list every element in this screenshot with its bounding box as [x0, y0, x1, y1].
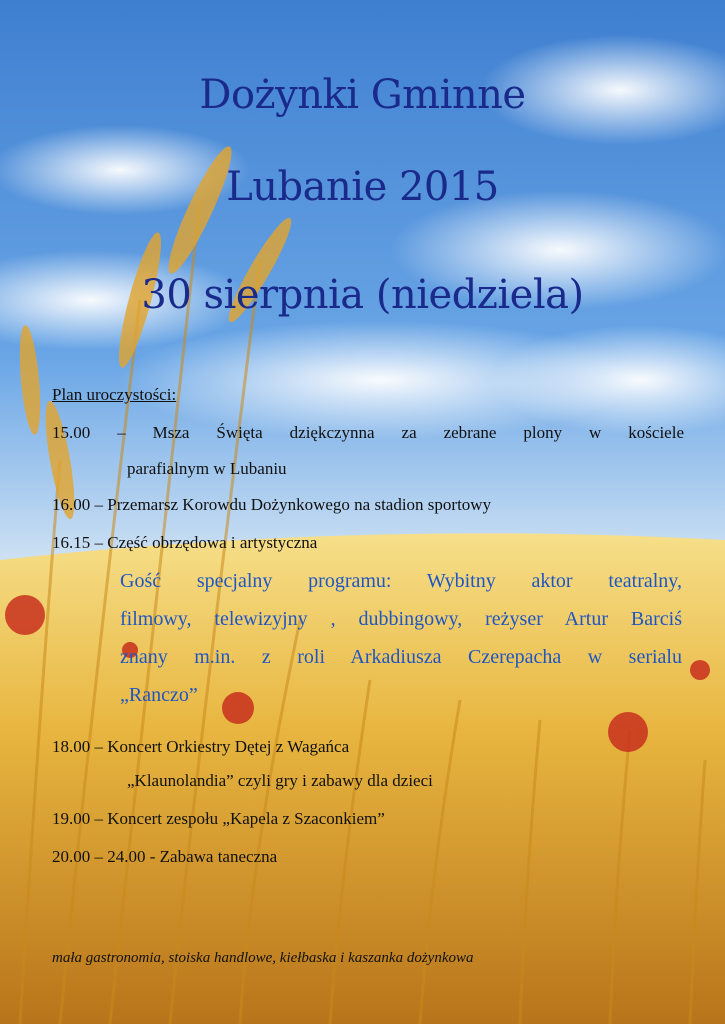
footer-note: mała gastronomia, stoiska handlowe, kiełbaska i kaszanka dożynkowa [52, 950, 474, 966]
program-heading: Plan uroczystości: [52, 385, 177, 404]
special-guest-line-4: „Ranczo” [120, 684, 198, 706]
title-line-3: 30 sierpnia (niedziela) [141, 272, 584, 318]
special-guest-line-1: Gość specjalny programu: Wybitny aktor teatralny, [120, 570, 682, 592]
program-item-3: 16.15 – Część obrzędowa i artystyczna [52, 533, 318, 552]
title-line-1: Dożynki Gminne [199, 72, 526, 118]
special-guest-note [120, 562, 682, 714]
program-item-5: 19.00 – Koncert zespołu „Kapela z Szaconkiem” [52, 809, 385, 828]
program-item-6: 20.00 – 24.00 - Zabawa taneczna [52, 847, 278, 866]
program-item-2: 16.00 – Przemarsz Korowdu Dożynkowego na stadion sportowy [52, 495, 492, 514]
special-guest-line-2: filmowy, telewizyjny , dubbingowy, reżyser Artur Barciś [120, 608, 682, 630]
program-item-1: 15.00 – Msza Święta dziękczynna za zebrane plony w kościele [52, 423, 684, 442]
program-item-1-continued: parafialnym w Lubaniu [127, 459, 287, 478]
title-line-2: Lubanie 2015 [226, 164, 499, 210]
special-guest-line-3: znany m.in. z roli Arkadiusza Czerepacha w serialu [120, 646, 682, 668]
program-item-4: 18.00 – Koncert Orkiestry Dętej z Wagańca [52, 737, 350, 756]
program-item-4-continued: „Klaunolandia” czyli gry i zabawy dla dzieci [127, 771, 433, 790]
